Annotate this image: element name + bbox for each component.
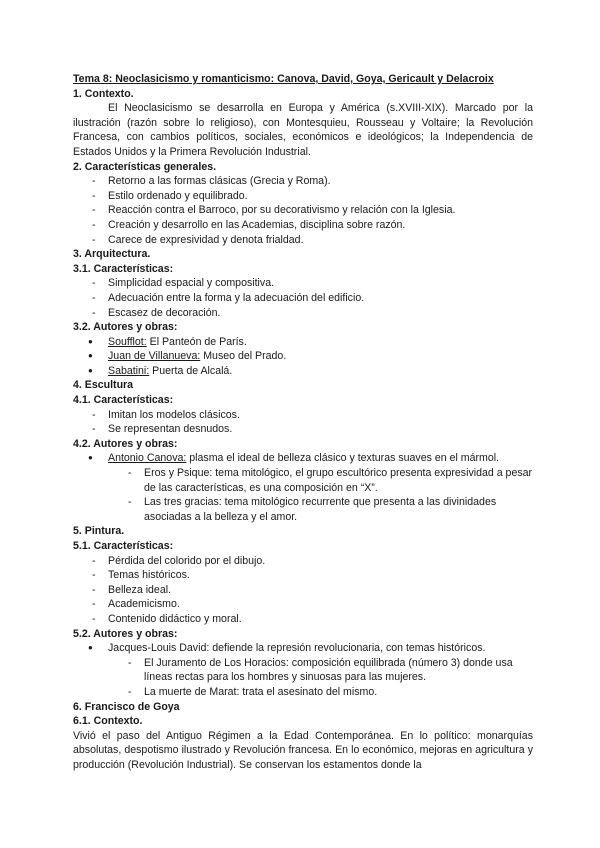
section-3-2-heading: 3.2. Autores y obras: xyxy=(73,321,178,334)
author-work: Museo del Prado. xyxy=(200,350,287,363)
list-item: - Belleza ideal. xyxy=(73,583,533,598)
section-2-heading: 2. Características generales. xyxy=(73,160,217,173)
author-name: Soufflot: xyxy=(108,335,147,348)
author-name: Antonio Canova: xyxy=(108,452,187,465)
list-item: ● Jacques-Louis David: defiende la represión revolucionaria, con temas históricos. xyxy=(73,641,533,656)
section-4-2-heading: 4.2. Autores y obras: xyxy=(73,437,178,450)
section-3-1-list xyxy=(73,276,533,320)
author-work: Puerta de Alcalá. xyxy=(149,364,233,377)
list-item: - Pérdida del colorido por el dibujo. xyxy=(73,554,533,569)
section-1-heading: 1. Contexto. xyxy=(73,87,134,100)
list-item: - Eros y Psique: tema mitológico, el grupo escultórico presenta expresividad a pesar de las características, es una composición en “X”. xyxy=(73,466,533,495)
section-5-heading: 5. Pintura. xyxy=(73,525,125,538)
list-item xyxy=(73,364,533,379)
list-item: - Contenido didáctico y moral. xyxy=(73,612,533,627)
list-item: - Reacción contra el Barroco, por su decorativismo y relación con la Iglesia. xyxy=(73,203,533,218)
section-3-heading: 3. Arquitectura. xyxy=(73,248,151,261)
section-4-2-list xyxy=(73,451,533,524)
section-1-paragraph: El Neoclasicismo se desarrolla en Europa y América (s.XVIII-XIX). Marcado por la ilustración (razón sobre lo religioso), con Montesquieu, Rousseau y Voltaire; la Revolución Francesa, con cambios políticos, sociales, económicos e ideológicos; la Independencia de Estados Unidos y la Primera Revolución Industrial. xyxy=(73,102,533,158)
author-work: El Panteón de París. xyxy=(146,335,247,348)
section-2-list xyxy=(73,174,533,247)
list-item xyxy=(73,349,533,364)
document-title: Tema 8: Neoclasicismo y romanticismo: Canova, David, Goya, Gericault y Delacroix xyxy=(73,73,494,85)
list-item: - Creación y desarrollo en las Academias, disciplina sobre razón. xyxy=(73,218,533,233)
list-item: - Retorno a las formas clásicas (Grecia y Roma). xyxy=(73,174,533,189)
list-item: - Escasez de decoración. xyxy=(73,306,533,321)
list-item: - Estilo ordenado y equilibrado. xyxy=(73,189,533,204)
list-item: - Academicismo. xyxy=(73,597,533,612)
list-item xyxy=(73,335,533,350)
section-4-heading: 4. Escultura xyxy=(73,379,134,392)
section-6-1-heading: 6.1. Contexto. xyxy=(73,715,143,728)
section-6-heading: 6. Francisco de Goya xyxy=(73,700,180,713)
list-item: - Imitan los modelos clásicos. xyxy=(73,408,533,423)
section-5-1-heading: 5.1. Características: xyxy=(73,540,174,552)
section-6-paragraph: Vivió el paso del Antiguo Régimen a la Edad Contemporánea. En lo político: monarquías absolutas, despotismo ilustrado y Revolución francesa. En lo económico, mejoras en agricultura y producción (Revolución Industrial). Se conservan los estamentos donde la xyxy=(73,729,533,771)
section-3-1-heading: 3.1. Características: xyxy=(73,262,174,275)
list-item: - Temas históricos. xyxy=(73,568,533,583)
list-item: - Las tres gracias: tema mitológico recurrente que presenta a las divinidades asociadas a la belleza y el amor. xyxy=(73,495,533,524)
document-page xyxy=(73,72,533,773)
list-item: - Carece de expresividad y denota frialdad. xyxy=(73,233,533,248)
list-item: - Adecuación entre la forma y la adecuación del edificio. xyxy=(73,291,533,306)
section-3-2-list xyxy=(73,335,533,379)
section-5-2-list xyxy=(73,641,533,699)
author-name: Juan de Villanueva: xyxy=(108,350,201,363)
list-item: - El Juramento de Los Horacios: composición equilibrada (número 3) donde usa líneas rectas para los hombres y sinuosas para las mujeres. xyxy=(73,656,533,685)
list-item: - Simplicidad espacial y compositiva. xyxy=(73,276,533,291)
author-name: Sabatini: xyxy=(108,364,150,377)
section-4-1-heading: 4.1. Características: xyxy=(73,394,174,407)
list-item: - Se representan desnudos. xyxy=(73,422,533,437)
section-5-1-list xyxy=(73,554,533,627)
author-description: plasma el ideal de belleza clásico y texturas suaves en el mármol. xyxy=(186,452,500,465)
section-4-1-list xyxy=(73,408,533,437)
section-5-2-heading: 5.2. Autores y obras: xyxy=(73,627,178,640)
list-item: - La muerte de Marat: trata el asesinato del mismo. xyxy=(73,685,533,700)
list-item xyxy=(73,451,533,466)
